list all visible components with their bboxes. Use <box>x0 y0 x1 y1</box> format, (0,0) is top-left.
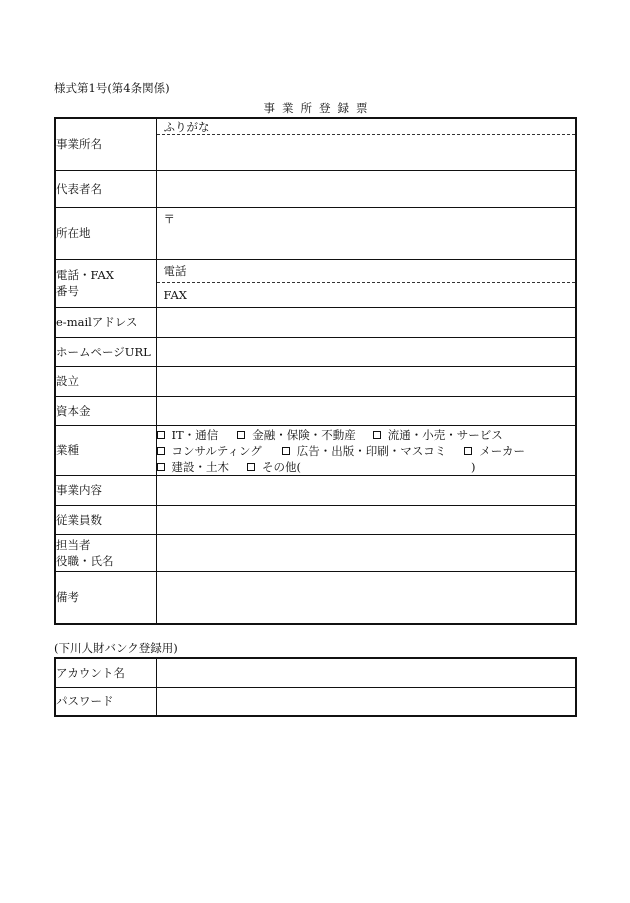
row-employees <box>55 505 576 534</box>
capital-label: 資本金 <box>55 396 156 425</box>
fax-field[interactable] <box>157 283 576 306</box>
row-representative <box>55 170 576 207</box>
established-field[interactable] <box>156 366 576 396</box>
row-email <box>55 307 576 337</box>
industry-option-media[interactable]: 広告・出版・印刷・マスコミ <box>282 443 447 459</box>
row-homepage <box>55 337 576 366</box>
account-label: アカウント名 <box>55 658 156 687</box>
row-established <box>55 366 576 396</box>
industry-option-maker[interactable]: メーカー <box>464 443 525 459</box>
business-field[interactable] <box>156 475 576 505</box>
phone-fax-label <box>55 259 156 307</box>
row-phone-fax <box>55 259 576 307</box>
row-business <box>55 475 576 505</box>
checkbox-icon[interactable] <box>157 431 165 439</box>
bank-table <box>54 657 577 717</box>
checkbox-icon[interactable] <box>282 447 290 455</box>
row-address <box>55 207 576 259</box>
checkbox-icon[interactable] <box>373 431 381 439</box>
address-field[interactable] <box>156 207 576 259</box>
contact-label <box>55 534 156 571</box>
checkbox-icon[interactable] <box>247 463 255 471</box>
row-account <box>55 658 576 687</box>
form-title: 事業所登録票 <box>263 101 375 115</box>
row-office-name <box>55 118 576 170</box>
industry-option-other[interactable]: その他( <box>247 459 301 475</box>
industry-other-close: ) <box>471 459 476 474</box>
checkbox-icon[interactable] <box>157 447 165 455</box>
office-name-field[interactable] <box>157 135 576 169</box>
row-industry <box>55 425 576 475</box>
business-label: 事業内容 <box>55 475 156 505</box>
registration-table <box>54 117 577 625</box>
phone-fax-label-line2: 番号 <box>56 284 79 298</box>
industry-option-retail[interactable]: 流通・小売・サービス <box>373 427 503 443</box>
remarks-label: 備考 <box>55 571 156 624</box>
bank-caption: (下川人財バンク登録用) <box>54 641 178 655</box>
row-capital <box>55 396 576 425</box>
phone-label: 電話 <box>163 264 187 278</box>
employees-field[interactable] <box>156 505 576 534</box>
capital-field[interactable] <box>156 396 576 425</box>
industry-option-finance[interactable]: 金融・保険・不動産 <box>237 427 356 443</box>
representative-label: 代表者名 <box>55 170 156 207</box>
furigana-field[interactable] <box>157 119 576 135</box>
password-field[interactable] <box>156 687 576 716</box>
checkbox-icon[interactable] <box>464 447 472 455</box>
phone-fax-label-line1: 電話・FAX <box>56 268 114 282</box>
homepage-field[interactable] <box>156 337 576 366</box>
remarks-field[interactable] <box>156 571 576 624</box>
industry-line-3 <box>157 459 576 475</box>
contact-label-line2: 役職・氏名 <box>56 553 114 568</box>
row-remarks <box>55 571 576 624</box>
industry-option-consulting[interactable]: コンサルティング <box>157 443 262 459</box>
representative-field[interactable] <box>156 170 576 207</box>
office-name-label: 事業所名 <box>55 118 156 170</box>
row-contact <box>55 534 576 571</box>
homepage-label: ホームページURL <box>55 337 156 366</box>
phone-field[interactable] <box>157 260 576 283</box>
address-label: 所在地 <box>55 207 156 259</box>
industry-line-2 <box>157 443 576 459</box>
furigana-label: ふりがな <box>163 120 210 135</box>
email-label: e-mailアドレス <box>55 307 156 337</box>
form-number: 様式第1号(第4条関係) <box>54 81 170 95</box>
account-field[interactable] <box>156 658 576 687</box>
contact-field[interactable] <box>156 534 576 571</box>
fax-label: FAX <box>163 287 187 302</box>
industry-label: 業種 <box>55 425 156 475</box>
email-field[interactable] <box>156 307 576 337</box>
password-label: パスワード <box>55 687 156 716</box>
row-password <box>55 687 576 716</box>
checkbox-icon[interactable] <box>237 431 245 439</box>
established-label: 設立 <box>55 366 156 396</box>
industry-line-1 <box>157 427 576 443</box>
industry-option-construction[interactable]: 建設・土木 <box>157 459 230 475</box>
industry-option-it[interactable]: IT・通信 <box>157 427 219 443</box>
employees-label: 従業員数 <box>55 505 156 534</box>
checkbox-icon[interactable] <box>157 463 165 471</box>
postal-mark: 〒 <box>163 211 175 226</box>
contact-label-line1: 担当者 <box>56 537 91 552</box>
